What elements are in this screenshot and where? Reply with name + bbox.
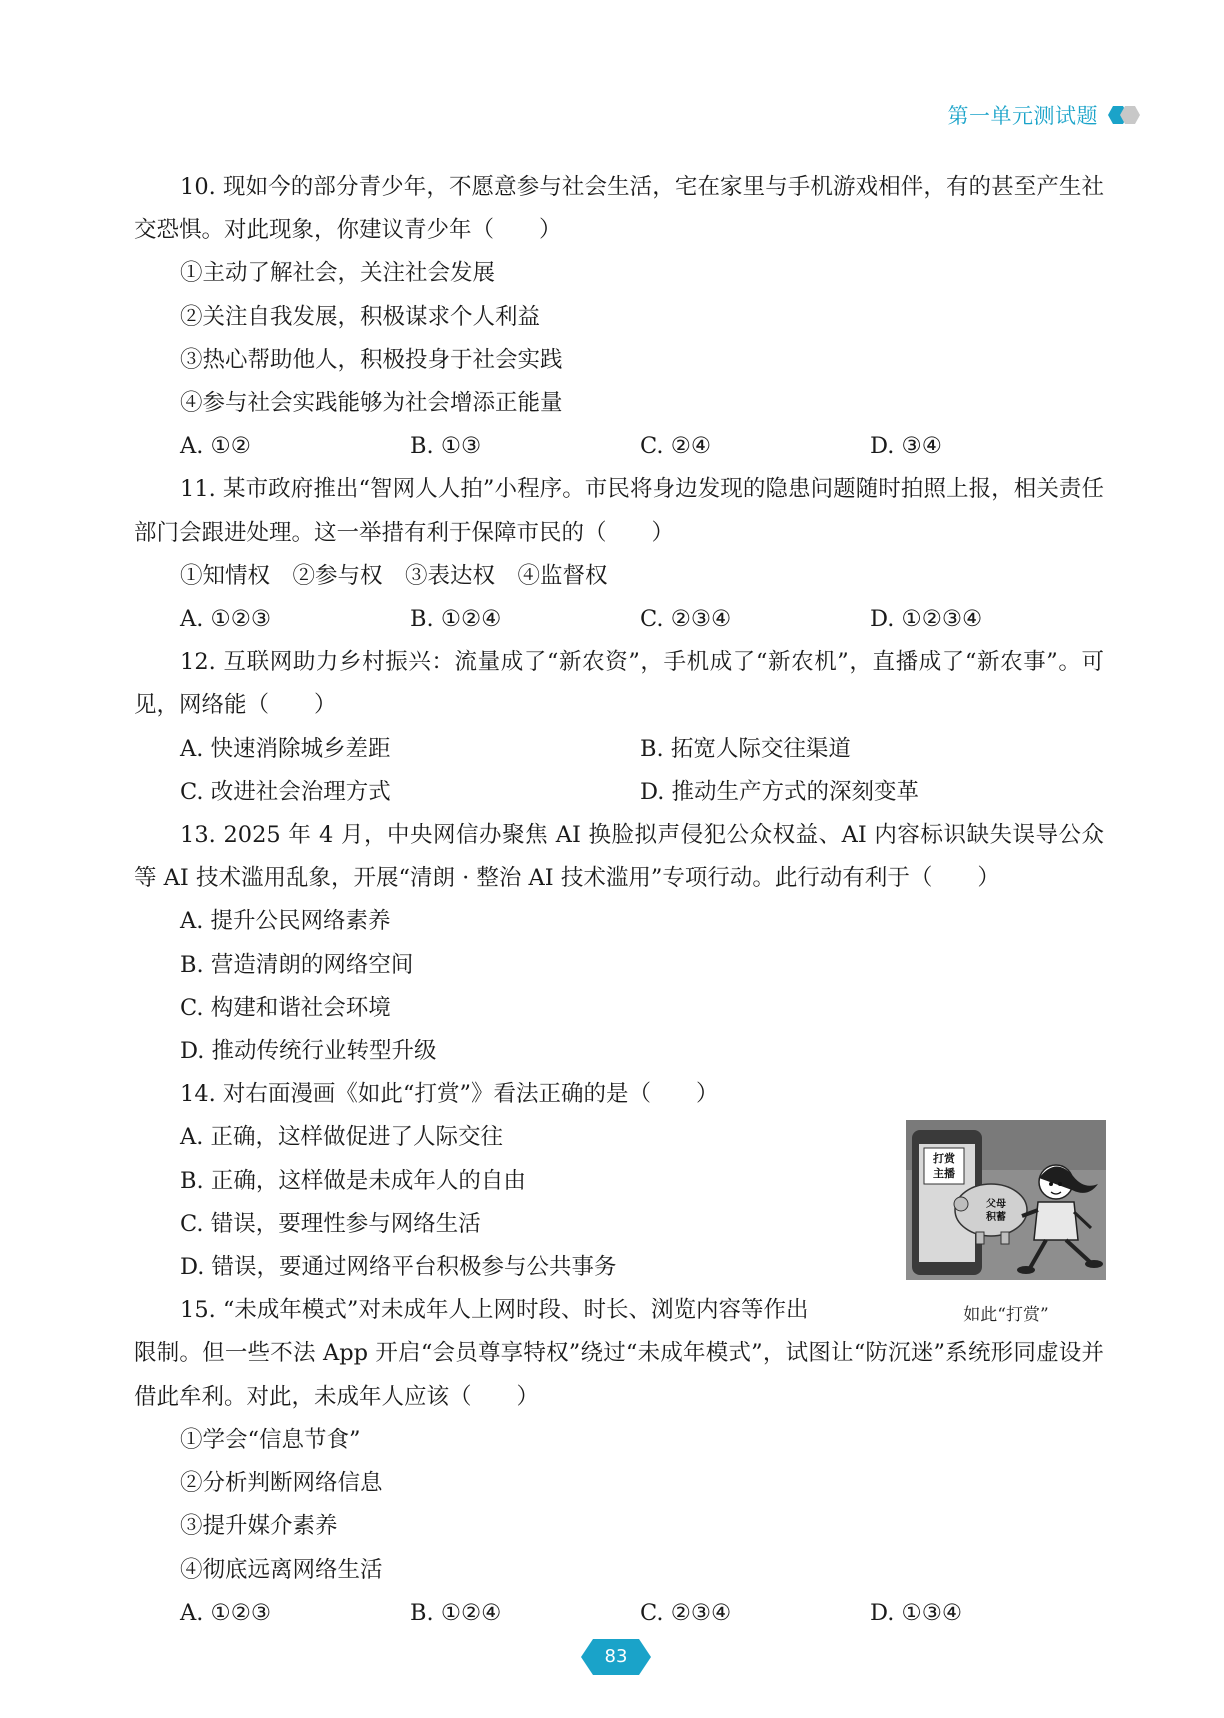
q12-option-a[interactable]: A. 快速消除城乡差距 bbox=[180, 735, 391, 762]
q10-option-d[interactable]: D. ③④ bbox=[870, 433, 942, 460]
q15-option-c[interactable]: C. ②③④ bbox=[640, 1599, 732, 1626]
q10-item-2: ②关注自我发展，积极谋求个人利益 bbox=[180, 303, 541, 330]
q14-option-a[interactable]: A. 正确，这样做促进了人际交往 bbox=[180, 1124, 504, 1151]
q13-option-c[interactable]: C. 构建和谐社会环境 bbox=[180, 994, 391, 1021]
q12-option-b[interactable]: B. 拓宽人际交往渠道 bbox=[640, 735, 851, 762]
q14-option-d[interactable]: D. 错误，要通过网络平台积极参与公共事务 bbox=[180, 1254, 617, 1281]
q10-stem: 10. 现如今的部分青少年，不愿意参与社会生活，宅在家里与手机游戏相伴，有的甚至产生社交恐惧。对此现象，你建议青少年（ ） bbox=[134, 174, 1104, 244]
q10-item-1: ①主动了解社会，关注社会发展 bbox=[180, 260, 496, 287]
page-number-badge bbox=[581, 1638, 651, 1676]
q15-option-b[interactable]: B. ①②④ bbox=[410, 1599, 502, 1626]
q12-option-d[interactable]: D. 推动生产方式的深刻变革 bbox=[640, 778, 920, 805]
q15-option-a[interactable]: A. ①②③ bbox=[180, 1599, 272, 1626]
q12-options-row-1 bbox=[134, 728, 1104, 771]
question-content bbox=[134, 166, 1104, 1635]
q15-item-4: ④彻底远离网络生活 bbox=[180, 1556, 383, 1583]
q15-options bbox=[134, 1592, 1104, 1635]
q10-option-c[interactable]: C. ②④ bbox=[640, 433, 712, 460]
q10-item-4: ④参与社会实践能够为社会增添正能量 bbox=[180, 390, 563, 417]
q11-stem: 11. 某市政府推出“智网人人拍”小程序。市民将身边发现的隐患问题随时拍照上报，相关责任部门会跟进处理。这一举措有利于保障市民的（ ） bbox=[134, 476, 1104, 546]
q15-option-d[interactable]: D. ①③④ bbox=[870, 1599, 963, 1626]
q15-item-1: ①学会“信息节食” bbox=[180, 1426, 361, 1453]
q10-item-3: ③热心帮助他人，积极投身于社会实践 bbox=[180, 346, 563, 373]
cartoon-image bbox=[906, 1120, 1106, 1280]
q15-stem-rest: 限制。但一些不法 App 开启“会员尊享特权”绕过“未成年模式”，试图让“防沉迷”系统形同虚设并借此牟利。对此，未成年人应该（ ） bbox=[134, 1340, 1104, 1410]
unit-title: 第一单元测试题 bbox=[947, 104, 1098, 128]
hexagon-decoration-icon bbox=[1104, 102, 1144, 128]
q10-options bbox=[134, 425, 1104, 468]
q14-option-b[interactable]: B. 正确，这样做是未成年人的自由 bbox=[180, 1167, 526, 1194]
figure-caption: 如此“打赏” bbox=[963, 1305, 1049, 1325]
q15-item-3: ③提升媒介素养 bbox=[180, 1513, 338, 1540]
q12-stem: 12. 互联网助力乡村振兴：流量成了“新农资”，手机成了“新农机”，直播成了“新农事”。可见，网络能（ ） bbox=[134, 649, 1104, 719]
q10-option-a[interactable]: A. ①② bbox=[180, 433, 251, 460]
page-number: 83 bbox=[604, 1646, 628, 1667]
q11-options bbox=[134, 598, 1104, 641]
q13-option-d[interactable]: D. 推动传统行业转型升级 bbox=[180, 1038, 437, 1065]
q15-item-2: ②分析判断网络信息 bbox=[180, 1470, 383, 1497]
q13-stem: 13. 2025 年 4 月，中央网信办聚焦 AI 换脸拟声侵犯公众权益、AI 内容标识缺失误导公众等 AI 技术滥用乱象，开展“清朗 · 整治 AI 技术滥用”专项行动。此行动有利于（ ） bbox=[134, 822, 1104, 892]
phone-label-line1: 打赏 bbox=[933, 1152, 955, 1165]
q14-option-c[interactable]: C. 错误，要理性参与网络生活 bbox=[180, 1210, 481, 1237]
page-header bbox=[948, 100, 1145, 130]
q11-items: ①知情权 ②参与权 ③表达权 ④监督权 bbox=[180, 562, 608, 589]
q14-stem: 14. 对右面漫画《如此“打赏”》看法正确的是（ ） bbox=[180, 1081, 719, 1108]
q11-option-a[interactable]: A. ①②③ bbox=[180, 606, 272, 633]
q11-option-c[interactable]: C. ②③④ bbox=[640, 606, 732, 633]
q15-stem-line-1: 15. “未成年模式”对未成年人上网时段、时长、浏览内容等作出 bbox=[180, 1297, 809, 1324]
q10-option-b[interactable]: B. ①③ bbox=[410, 433, 482, 460]
cartoon-figure bbox=[906, 1120, 1106, 1325]
q11-option-d[interactable]: D. ①②③④ bbox=[870, 606, 983, 633]
q13-option-a[interactable]: A. 提升公民网络素养 bbox=[180, 908, 391, 935]
q13-option-b[interactable]: B. 营造清朗的网络空间 bbox=[180, 951, 414, 978]
bank-label-line2: 积蓄 bbox=[986, 1212, 1006, 1223]
q12-option-c[interactable]: C. 改进社会治理方式 bbox=[180, 778, 391, 805]
bank-label-line1: 父母 bbox=[986, 1199, 1006, 1210]
phone-label-line2: 主播 bbox=[933, 1167, 955, 1180]
q11-option-b[interactable]: B. ①②④ bbox=[410, 606, 502, 633]
q12-options-row-2 bbox=[134, 771, 1104, 814]
